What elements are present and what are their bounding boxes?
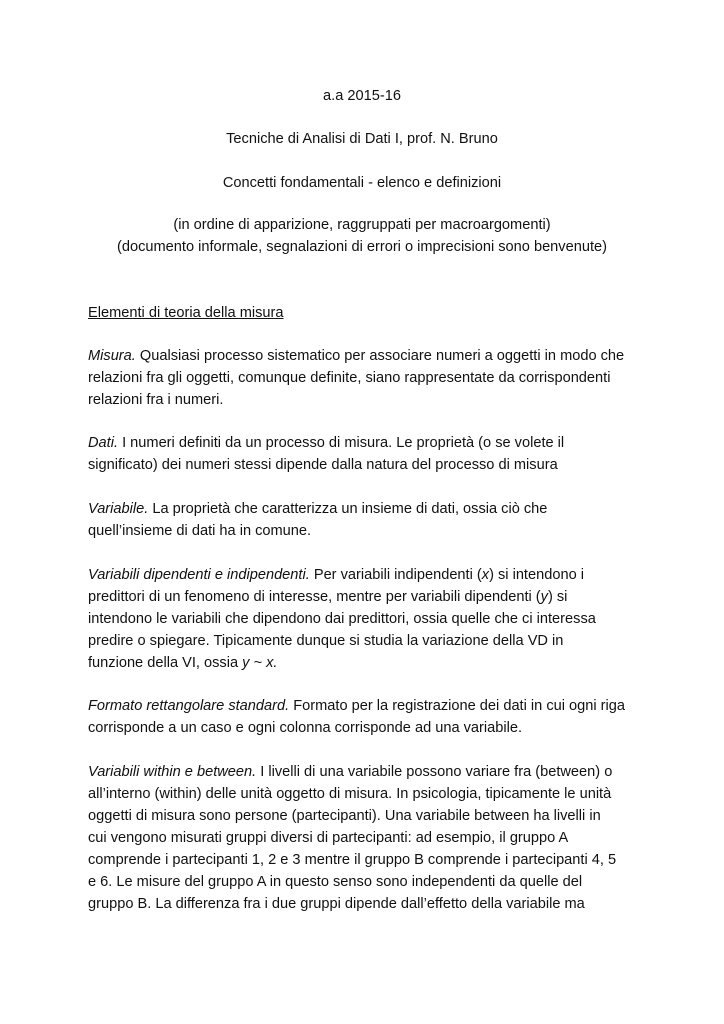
course-title: Tecniche di Analisi di Dati I, prof. N. Bruno [226,131,498,147]
term: Dati. [88,435,119,451]
term: Variabili dipendenti e indipendenti. [88,567,310,583]
term: Misura. [88,348,136,364]
term: Variabile. [88,501,149,517]
definition-formato: Formato rettangolare standard. Formato per la registrazione dei dati in cui ogni riga corrisponde a un caso e ogni colonna corrisponde ad una variabile. [88,698,626,736]
ordering-note: (in ordine di apparizione, raggruppati per macroargomenti) [173,217,551,233]
academic-year: a.a 2015-16 [323,88,401,104]
document-subtitle: Concetti fondamentali - elenco e definizioni [222,175,502,191]
term: Formato rettangolare standard. [88,698,290,714]
informal-note: (documento informale, segnalazioni di errori o imprecisioni sono benvenute) [117,239,607,255]
definition-dati: Dati. I numeri definiti da un processo di misura. Le proprietà (o se volete il significato) dei numeri stessi dipende dalla natura del processo di misura [88,435,565,473]
definition-variabili-dipendenti: Variabili dipendenti e indipendenti. Per variabili indipendenti (x) si intendono i predittori di un fenomeno di interesse, mentre per variabili dipendenti (y) si intendono le variabili che dipendono dai predittori, ossia quelle che ci interessa predire o spiegare. Tipicamente dunque si studia la variazione della VD in funzione della VI, ossia y ~ x. [88,567,596,671]
section-heading: Elementi di teoria della misura [88,305,284,321]
formula: y ~ x. [242,655,278,671]
definition-variabile: Variabile. La proprietà che caratterizza un insieme di dati, ossia ciò che quell’insieme di dati ha in comune. [88,501,548,539]
term: Variabili within e between. [88,764,257,780]
definition-within-between: Variabili within e between. I livelli di una variabile possono variare fra (between) o all’interno (within) delle unità oggetto di misura. In psicologia, tipicamente le unità oggetti di misura sono persone (partecipanti). Una variabile between ha livelli in cui vengono misurati gruppi diversi di partecipanti: ad esempio, il gruppo A comprende i partecipanti 1, 2 e 3 mentre il gruppo B comprende i partecipanti 4, 5 e 6. Le misure del gruppo A in questo senso sono independenti da quelle del gruppo B. La differenza fra i due gruppi dipende dall’effetto della variabile ma [88,764,617,912]
definition-misura: Misura. Qualsiasi processo sistematico per associare numeri a oggetti in modo che relazioni fra gli oggetti, comunque definite, siano rappresentate da corrispondenti relazioni fra i numeri. [88,348,625,408]
